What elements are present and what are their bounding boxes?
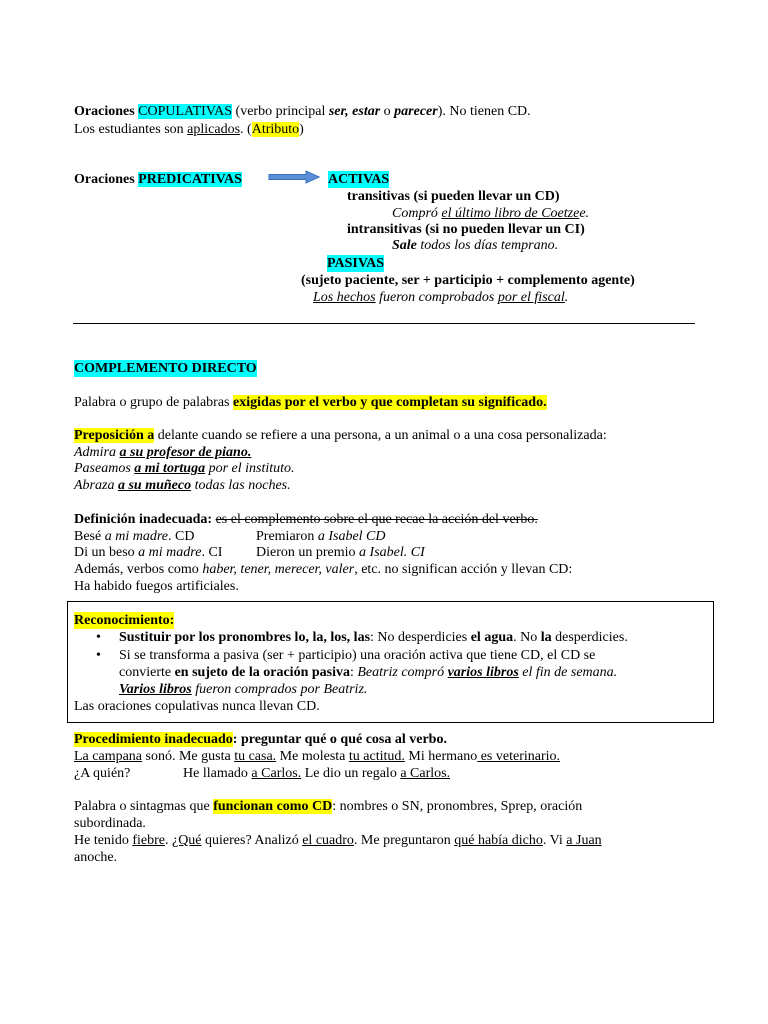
example-line (74, 832, 602, 849)
pasivas-label: PASIVAS (327, 256, 385, 271)
copulativas-line (74, 103, 531, 120)
example-text: Mi hermano (404, 749, 478, 764)
example-line (74, 528, 194, 545)
procedimiento-highlight: Procedimiento inadecuado (74, 732, 233, 747)
example-text: Abraza (74, 478, 118, 493)
example-text: . (164, 833, 172, 848)
subject-underline: Los hechos (313, 290, 376, 305)
underlined-example: tu actitud. (348, 749, 405, 764)
underlined-example: tu casa. (234, 749, 277, 764)
section-title: COMPLEMENTO DIRECTO (74, 361, 257, 376)
cd-underline: a mi tortuga (134, 461, 206, 476)
copulativas-verbs: parecer (394, 104, 438, 119)
example-text: Dieron un premio (256, 545, 360, 560)
example-text: Besé (74, 529, 105, 544)
fuegos-example: Ha habido fuegos artificiales. (74, 579, 239, 594)
underlined-example: a Carlos. (251, 766, 302, 781)
verb-list: haber, tener, merecer, valer (202, 562, 355, 577)
example-text: Paseamos (74, 461, 135, 476)
copulativas-text: o (380, 104, 395, 119)
copulativas-verbs: ser, estar (328, 104, 381, 119)
example-line (74, 460, 295, 477)
bullet-bold: la (540, 630, 552, 645)
example-text: e. (579, 206, 590, 221)
reconocimiento-title: Reconocimiento: (74, 613, 175, 628)
underlined-example: el cuadro (302, 833, 354, 848)
preposicion-highlight: Preposición a (74, 428, 155, 443)
arrow-right-icon (268, 170, 320, 184)
pasivas-example (313, 289, 568, 306)
underlined-example: qué había dicho (454, 833, 543, 848)
example-line (74, 477, 291, 494)
cd-underline: a su muñeco (117, 478, 192, 493)
definicion-inadecuada-line (74, 511, 538, 528)
funcionan-text: : nombres o SN, pronombres, Sprep, oración (332, 799, 583, 814)
atributo-label: Atributo (251, 122, 300, 137)
example-text: He llamado (183, 766, 252, 781)
cd-underline: el último libro de Coetze (441, 206, 580, 221)
example-text: Compró (392, 206, 442, 221)
example-text: Los estudiantes son (74, 122, 188, 137)
definicion-label: Definición inadecuada: (74, 512, 213, 527)
transitivas-example (392, 205, 589, 222)
cd-definition (74, 394, 547, 411)
example-line (74, 444, 251, 461)
ademas-line (74, 561, 572, 578)
example-text: el fin de semana. (518, 665, 618, 680)
example-text: . Me preguntaron (353, 833, 455, 848)
ademas-text: , etc. no significan acción y llevan CD: (354, 562, 573, 577)
example-text: fueron comprados por Beatriz. (191, 682, 368, 697)
example-text: Le dio un regalo (301, 766, 401, 781)
pasivas-definition: (sujeto paciente, ser + participio + complemento agente) (301, 273, 635, 288)
example-text: quieres? Analizó (201, 833, 303, 848)
intransitivas-line: intransitivas (si no pueden llevar un CI) (347, 222, 585, 237)
bullet-bold: el agua (470, 630, 514, 645)
bullet-text: desperdicies. (551, 630, 628, 645)
bullet-text: convierte (119, 665, 175, 680)
bullet-text: : (349, 665, 358, 680)
underlined-example: fiebre (132, 833, 165, 848)
example-line (183, 765, 450, 782)
predicativas-highlight: PREDICATIVAS (138, 172, 242, 187)
example-text: . ( (240, 122, 252, 137)
funcionan-continuation: subordinada. (74, 816, 146, 831)
example-line (256, 528, 386, 545)
agent-underline: por el fiscal (497, 290, 565, 305)
cd-underline: varios libros (447, 665, 519, 680)
example-text: Di un beso (74, 545, 139, 560)
atributo-example (74, 121, 304, 138)
copulativas-highlight: COPULATIVAS (138, 104, 233, 119)
example-text: todas las noches. (191, 478, 291, 493)
copulativas-text: (verbo principal (232, 104, 329, 119)
subject-underline: Varios libros (119, 682, 192, 697)
transitivas-line: transitivas (si pueden llevar un CD) (347, 189, 560, 204)
reconocimiento-note: Las oraciones copulativas nunca llevan CD. (74, 699, 320, 714)
bullet-text: . No (513, 630, 541, 645)
bullet-continuation (119, 681, 367, 698)
underlined-example: ¿Qué (171, 833, 202, 848)
predicativas-line (74, 171, 242, 188)
bullet-item (119, 629, 628, 646)
example-object: a mi madre (138, 545, 202, 560)
funcionan-text: Palabra o sintagmas que (74, 799, 214, 814)
struck-definition: es el complemento sobre el que recae la acción del verbo. (215, 512, 538, 527)
definition-highlight: exigidas por el verbo y que completan su significado. (233, 395, 547, 410)
underlined-example: a Juan (566, 833, 602, 848)
example-line (74, 544, 222, 561)
bullet-bold: Sustituir por los pronombres lo, la, los, las (119, 630, 371, 645)
example-line (256, 544, 425, 561)
underlined-example: es veterinario. (477, 749, 561, 764)
activas-label: ACTIVAS (328, 172, 390, 187)
predicativas-lead: Oraciones (74, 172, 139, 187)
bullet-icon: • (96, 630, 101, 645)
copulativas-lead: Oraciones (74, 104, 139, 119)
example-line: ¿A quién? (74, 766, 131, 781)
example-continuation: anoche. (74, 850, 118, 865)
preposicion-text: delante cuando se refiere a una persona, a un animal o a una cosa personalizada: (154, 428, 607, 443)
example-text: por el instituto. (205, 461, 295, 476)
example-text: Me molesta (276, 749, 349, 764)
example-text: He tenido (74, 833, 133, 848)
example-text: sonó. Me gusta (142, 749, 235, 764)
example-object: a Isabel. CI (359, 545, 425, 560)
underlined-example: La campana (74, 749, 143, 764)
definition-text: Palabra o grupo de palabras (74, 395, 233, 410)
procedimiento-title (74, 731, 447, 748)
example-text: . CD (167, 529, 195, 544)
verb-bold: Sale (392, 238, 417, 253)
bullet-continuation (119, 664, 617, 681)
example-text: . Vi (542, 833, 567, 848)
atributo-word: aplicados (187, 122, 241, 137)
intransitivas-example (392, 237, 558, 254)
example-text: Premiaron (256, 529, 318, 544)
ademas-text: Además, verbos como (74, 562, 203, 577)
example-text: . CI (201, 545, 223, 560)
section-divider (73, 323, 695, 324)
cd-underline: a su profesor de piano. (119, 445, 252, 460)
example-object: a mi madre (104, 529, 168, 544)
example-text: ) (299, 122, 304, 137)
bullet-icon: • (96, 648, 101, 663)
bullet-text: : No desperdicies (370, 630, 471, 645)
example-text: . (564, 290, 569, 305)
underlined-example: a Carlos. (400, 766, 451, 781)
example-text: todos los días temprano. (416, 238, 559, 253)
bullet-bold: en sujeto de la oración pasiva (174, 665, 350, 680)
example-text: fueron comprobados (375, 290, 498, 305)
bullet-item: Si se transforma a pasiva (ser + participio) una oración activa que tiene CD, el CD se (119, 648, 596, 663)
example-text: Admira (74, 445, 120, 460)
procedimiento-text: : preguntar qué o qué cosa al verbo. (232, 732, 447, 747)
funcionan-line (74, 798, 582, 815)
example-line (74, 748, 560, 765)
preposicion-line (74, 427, 607, 444)
funcionan-highlight: funcionan como CD (213, 799, 333, 814)
copulativas-text: ). No tienen CD. (437, 104, 531, 119)
example-object: a Isabel CD (317, 529, 386, 544)
example-text: Beatriz compró (357, 665, 448, 680)
